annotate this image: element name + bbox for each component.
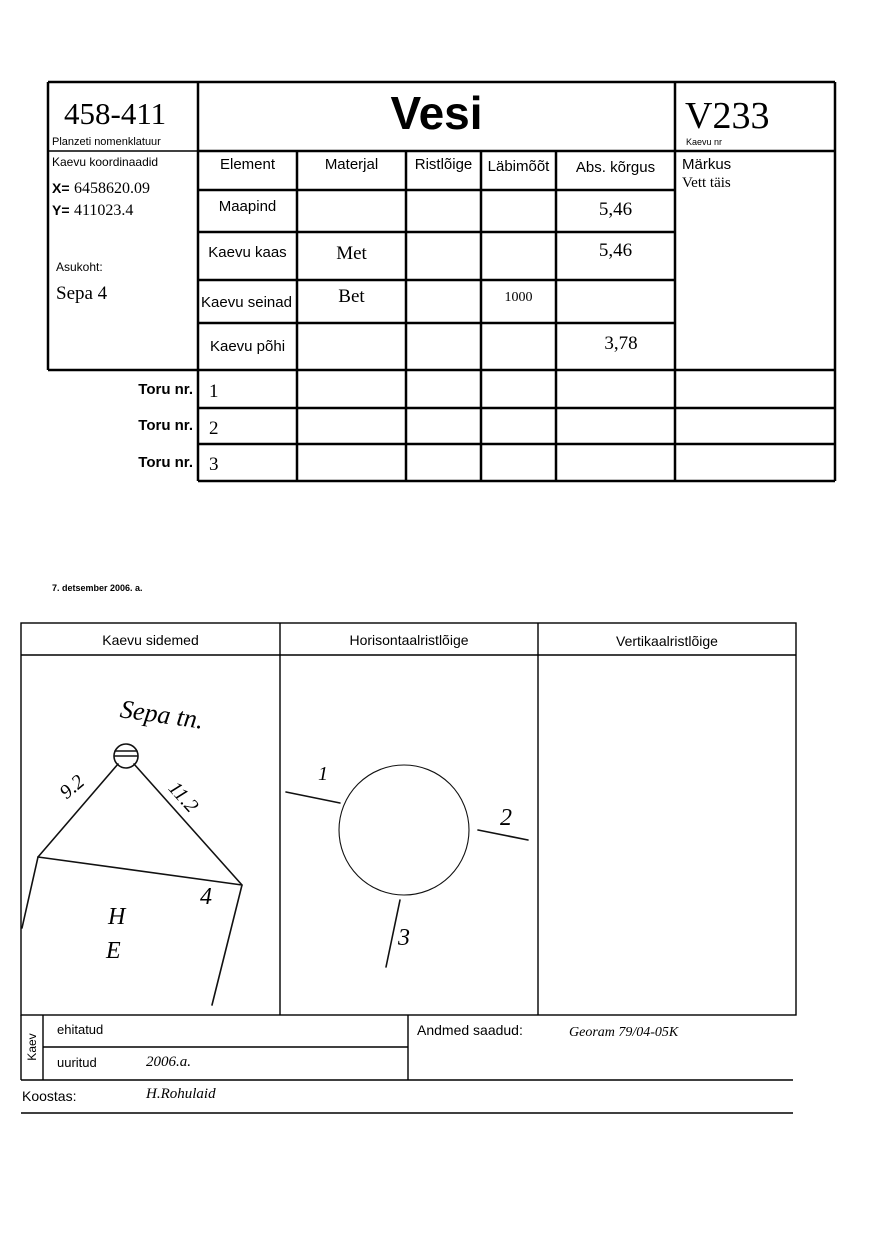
pipe-number: 3 [209, 454, 219, 475]
page-title: Vesi [390, 87, 483, 139]
well-number-label: Kaevu nr [686, 137, 723, 147]
sketch-col-horizontal-header: Horisontaalristlõige [349, 632, 469, 648]
header-diameter: Läbimõõt [487, 158, 550, 175]
distance-right-label: 11.2 [163, 777, 203, 817]
row-material: Met [336, 243, 367, 264]
pipe-number: 2 [209, 418, 219, 439]
row-elevation: 3,78 [604, 333, 638, 354]
nomenclature-label: Planzeti nomenklatuur [52, 136, 161, 148]
row-elevation: 5,46 [598, 199, 633, 220]
tie-line-right [134, 764, 242, 885]
pipe-1-label: 1 [318, 763, 328, 785]
header-element: Element [219, 156, 276, 173]
data-source-value: Georam 79/04-05K [569, 1025, 679, 1040]
horizontal-section-circle [339, 765, 469, 895]
header-cross-section: Ristlõige [414, 156, 473, 173]
building-letter-h: H [108, 904, 126, 930]
location-value: Sepa 4 [56, 283, 108, 304]
row-element: Kaevu põhi [209, 338, 286, 355]
house-number-label: 4 [200, 884, 212, 910]
pipe-number: 1 [209, 381, 219, 402]
y-coordinate-label: Y= [52, 202, 70, 218]
remarks-value: Vett täis [682, 175, 731, 191]
building-outline [22, 857, 242, 1005]
row-element: Kaevu kaas [208, 244, 287, 261]
distance-left-label: 9.2 [55, 770, 89, 804]
row-elevation: 5,46 [598, 240, 633, 261]
document-date: 7. detsember 2006. a. [52, 583, 143, 593]
sketch-col-vertical-header: Vertikaalristlõige [616, 633, 718, 649]
pipe-2-label: 2 [500, 805, 512, 831]
sketch-col-ties-header: Kaevu sidemed [102, 632, 199, 648]
pipe-label: Toru nr. [138, 417, 193, 434]
y-coordinate-value: 411023.4 [74, 202, 134, 219]
renovated-label: uuritud [57, 1055, 97, 1070]
row-element: Maapind [218, 198, 277, 215]
remarks-label: Märkus [682, 156, 732, 173]
compiled-by-label: Koostas: [22, 1088, 77, 1104]
kaev-vertical-label: Kaev [25, 1033, 39, 1061]
pipe-label: Toru nr. [138, 381, 193, 398]
building-letter-e: E [106, 938, 121, 964]
built-label: ehitatud [57, 1022, 104, 1037]
header-material: Materjal [324, 156, 379, 173]
x-coordinate-value: 6458620.09 [74, 180, 150, 197]
renovated-value: 2006.a. [146, 1054, 191, 1070]
x-coordinate-label: X= [52, 180, 70, 196]
coordinates-label: Kaevu koordinaadid [52, 155, 159, 169]
street-label: Sepa tn. [118, 694, 206, 735]
nomenclature-value: 458-411 [64, 96, 167, 131]
pipe-3-label: 3 [398, 925, 410, 951]
compiled-by-value: H.Rohulaid [146, 1086, 216, 1102]
well-number-value: V233 [685, 95, 770, 137]
pipe-1-line [286, 792, 340, 803]
pipe-label: Toru nr. [138, 454, 193, 471]
header-elevation: Abs. kõrgus [575, 159, 656, 176]
row-element: Kaevu seinad [201, 294, 292, 311]
location-label: Asukoht: [56, 260, 103, 274]
row-diameter: 1000 [504, 290, 533, 305]
row-material: Bet [338, 286, 365, 307]
data-source-label: Andmed saadud: [417, 1022, 523, 1038]
